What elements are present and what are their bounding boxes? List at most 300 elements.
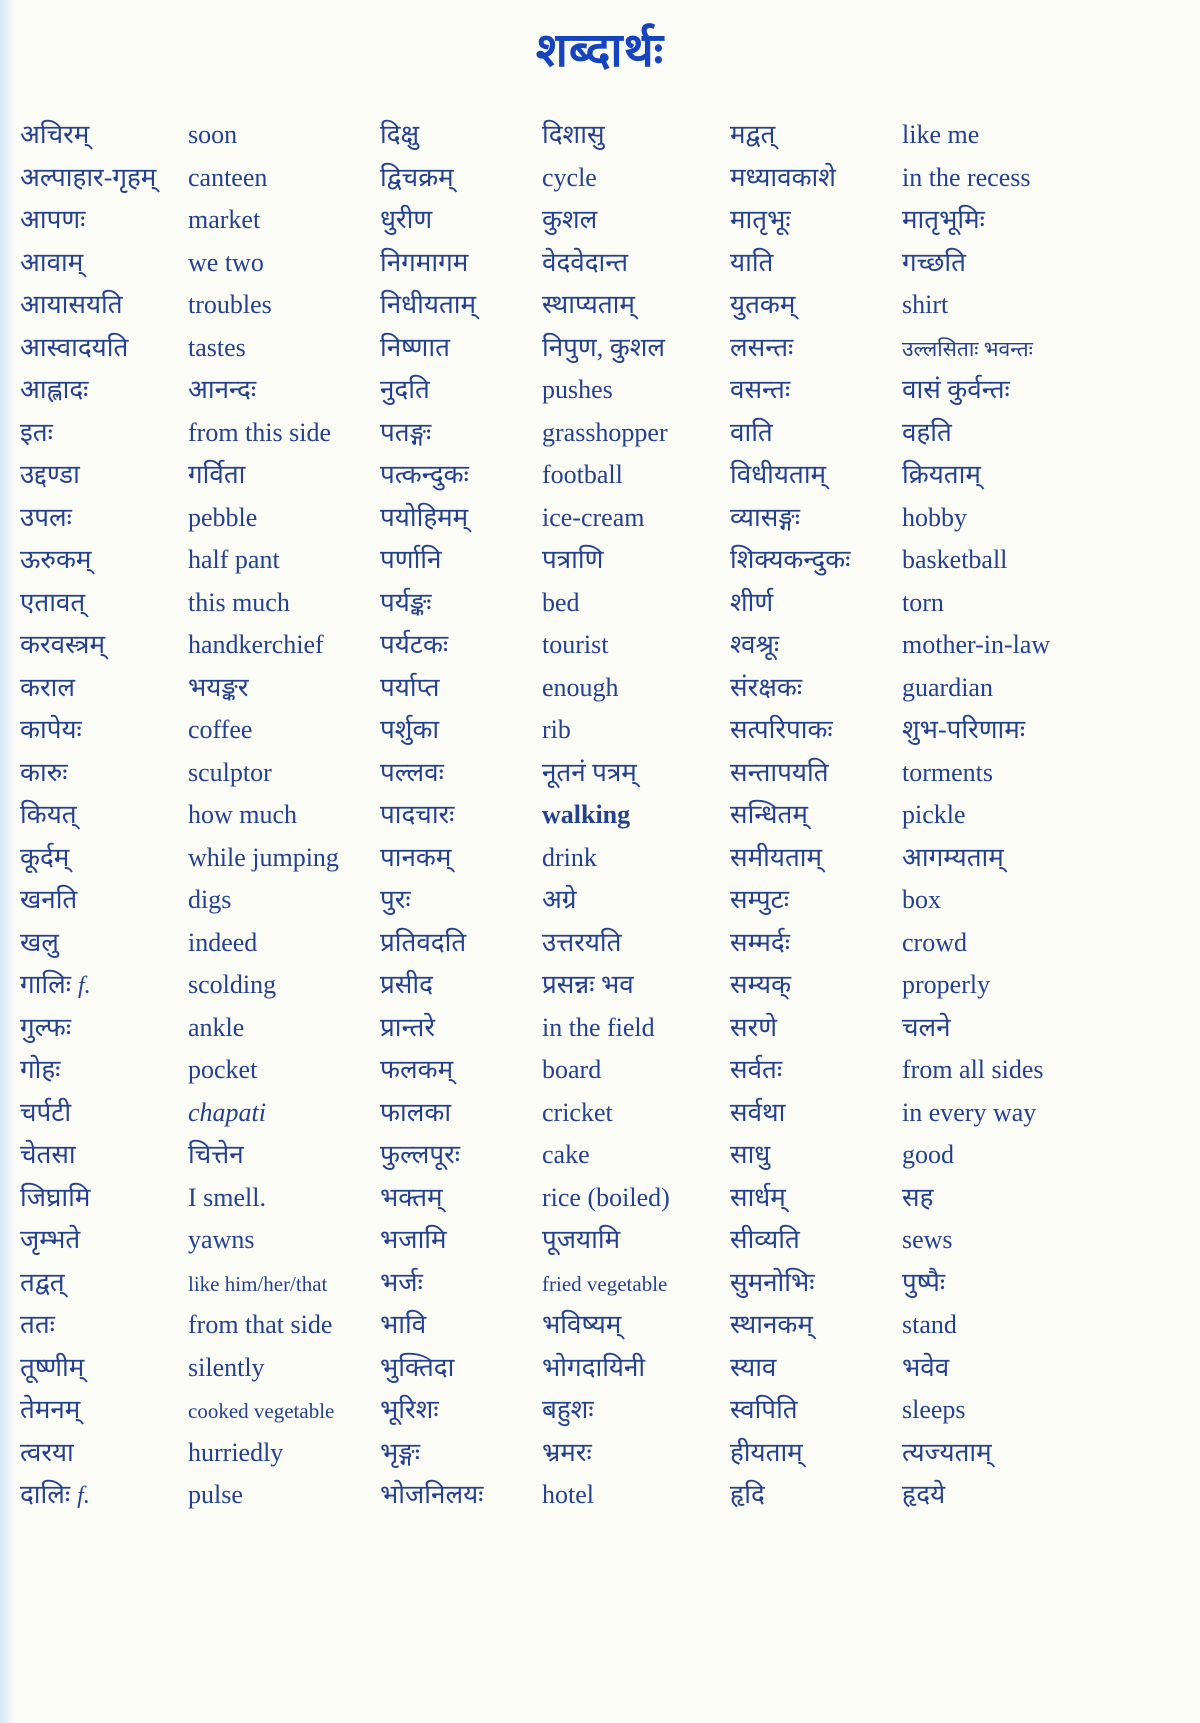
sanskrit-word	[730, 1092, 902, 1135]
vocab-row	[20, 1304, 380, 1347]
sanskrit-word-text: ऊरुकम्	[20, 545, 92, 574]
vocab-row	[730, 1007, 1190, 1050]
vocab-row	[730, 454, 1190, 497]
vocab-row	[730, 837, 1190, 880]
word-meaning: चित्तेन	[188, 1140, 244, 1169]
sanskrit-word-text: आवाम्	[20, 247, 84, 277]
sanskrit-word-text: सार्धम्	[730, 1182, 786, 1212]
sanskrit-word	[380, 284, 542, 327]
vocab-row	[380, 1049, 730, 1092]
sanskrit-word	[380, 837, 542, 880]
sanskrit-word	[380, 624, 542, 667]
word-meaning: drink	[542, 842, 597, 872]
word-meaning: उत्तरयति	[542, 927, 622, 957]
sanskrit-word-text: भुक्तिदा	[380, 1352, 455, 1382]
sanskrit-word-text: सर्वथा	[730, 1097, 786, 1127]
vocab-row	[20, 922, 380, 965]
word-meaning: from all sides	[902, 1055, 1044, 1084]
scan-edge-artifact	[0, 0, 16, 1723]
sanskrit-word	[730, 879, 902, 922]
sanskrit-word-text: एतावत्	[20, 587, 86, 617]
word-meaning: guardian	[902, 672, 993, 702]
sanskrit-word-text: दालिः	[20, 1480, 71, 1509]
vocab-row	[380, 837, 730, 880]
word-meaning: half pant	[188, 545, 280, 574]
word-meaning: from that side	[188, 1310, 333, 1339]
sanskrit-word	[20, 922, 188, 965]
sanskrit-word	[380, 1262, 542, 1305]
word-meaning: grasshopper	[542, 417, 668, 447]
word-meaning: soon	[188, 120, 238, 149]
sanskrit-word	[380, 1432, 542, 1475]
word-meaning: ice-cream	[542, 502, 645, 532]
sanskrit-word-text: पयोहिमम्	[380, 502, 469, 532]
sanskrit-word-text: त्वरया	[20, 1437, 74, 1467]
vocab-row	[380, 709, 730, 752]
word-meaning: आगम्यताम्	[902, 842, 1004, 872]
word-meaning: silently	[188, 1352, 265, 1382]
vocab-row	[20, 964, 380, 1007]
word-meaning: yawns	[188, 1225, 255, 1254]
sanskrit-word	[20, 794, 188, 837]
sanskrit-word-text: हीयताम्	[730, 1437, 803, 1467]
vocab-row	[380, 1432, 730, 1475]
word-meaning: भयङ्कर	[188, 672, 249, 702]
vocab-row	[730, 412, 1190, 455]
sanskrit-word	[380, 582, 542, 625]
vocab-row	[20, 667, 380, 710]
vocab-row	[20, 497, 380, 540]
word-meaning: दिशासु	[542, 120, 605, 149]
vocab-row	[20, 1389, 380, 1432]
sanskrit-word-text: याति	[730, 247, 774, 277]
sanskrit-word-text: फालका	[380, 1097, 452, 1127]
word-meaning: tastes	[188, 332, 246, 362]
sanskrit-word-text: श्वश्रूः	[730, 630, 780, 659]
word-meaning: canteen	[188, 162, 268, 192]
vocab-row	[20, 1007, 380, 1050]
word-meaning: अग्रे	[542, 885, 577, 914]
sanskrit-word	[730, 1262, 902, 1305]
vocab-row	[20, 1219, 380, 1262]
vocab-row	[380, 199, 730, 242]
word-meaning: troubles	[188, 290, 272, 319]
vocab-row	[20, 1177, 380, 1220]
word-meaning: सह	[902, 1182, 934, 1212]
sanskrit-word	[730, 1134, 902, 1177]
vocab-row	[730, 964, 1190, 1007]
word-meaning: चलने	[902, 1012, 951, 1042]
sanskrit-word	[20, 1474, 188, 1518]
word-meaning: sews	[902, 1225, 953, 1254]
vocab-row	[380, 242, 730, 285]
sanskrit-word-text: स्थानकम्	[730, 1310, 813, 1339]
sanskrit-word-text: पानकम्	[380, 842, 452, 872]
word-meaning: बहुशः	[542, 1395, 594, 1424]
sanskrit-word	[20, 1347, 188, 1390]
vocab-row	[20, 582, 380, 625]
sanskrit-word-text: भजामि	[380, 1225, 447, 1254]
word-meaning: भवेव	[902, 1352, 950, 1382]
sanskrit-word-text: लसन्तः	[730, 332, 794, 362]
sanskrit-word-text: उपलः	[20, 502, 72, 532]
word-meaning: शुभ-परिणामः	[902, 715, 1026, 744]
sanskrit-word-text: स्याव	[730, 1352, 777, 1382]
vocab-row	[380, 327, 730, 370]
sanskrit-word-text: तूष्णीम्	[20, 1352, 85, 1382]
sanskrit-word	[730, 157, 902, 200]
sanskrit-word-text: प्रान्तरे	[380, 1012, 435, 1042]
sanskrit-word	[380, 114, 542, 157]
vocab-row	[380, 922, 730, 965]
sanskrit-word-text: गालिः	[20, 970, 71, 999]
sanskrit-word	[730, 1474, 902, 1517]
word-meaning: pushes	[542, 375, 613, 404]
vocab-row	[380, 412, 730, 455]
vocab-row	[380, 1219, 730, 1262]
word-meaning: पत्राणि	[542, 545, 604, 574]
vocab-row	[380, 667, 730, 710]
sanskrit-word	[730, 964, 902, 1007]
sanskrit-word	[730, 837, 902, 880]
vocab-row	[380, 539, 730, 582]
word-meaning: नूतनं पत्रम्	[542, 757, 637, 787]
word-meaning: sleeps	[902, 1395, 966, 1424]
vocab-row	[20, 1049, 380, 1092]
sanskrit-word-text: खलु	[20, 927, 59, 957]
word-meaning: stand	[902, 1310, 957, 1339]
sanskrit-word-text: पादचारः	[380, 800, 455, 829]
vocab-row	[730, 1049, 1190, 1092]
sanskrit-word	[380, 922, 542, 965]
sanskrit-word	[20, 1092, 188, 1135]
word-meaning: उल्लसिताः भवन्तः	[902, 336, 1033, 361]
sanskrit-word-text: दिक्षु	[380, 120, 420, 149]
sanskrit-word	[730, 624, 902, 667]
sanskrit-word	[20, 582, 188, 625]
sanskrit-word-text: प्रतिवदति	[380, 927, 467, 957]
word-meaning: आनन्दः	[188, 375, 257, 404]
vocab-row	[730, 242, 1190, 285]
word-meaning: पुष्पैः	[902, 1267, 946, 1297]
vocab-row	[380, 497, 730, 540]
vocab-row	[20, 284, 380, 327]
sanskrit-word	[20, 412, 188, 455]
sanskrit-word-text: आह्लादः	[20, 375, 89, 404]
word-meaning: football	[542, 460, 623, 489]
sanskrit-word-text: भृङ्गः	[380, 1437, 420, 1467]
sanskrit-word	[380, 1474, 542, 1517]
vocab-row	[730, 624, 1190, 667]
vocab-row	[730, 1134, 1190, 1177]
word-meaning: वहति	[902, 417, 952, 447]
word-meaning: भोगदायिनी	[542, 1352, 646, 1382]
word-meaning: hotel	[542, 1480, 594, 1509]
sanskrit-word-text: करवस्त्रम्	[20, 630, 106, 659]
vocab-row	[20, 199, 380, 242]
sanskrit-word-text: तद्वत्	[20, 1267, 65, 1297]
word-meaning: mother-in-law	[902, 630, 1051, 659]
sanskrit-word-text: पर्यटकः	[380, 630, 449, 659]
sanskrit-word-text: भोजनिलयः	[380, 1480, 484, 1509]
word-meaning: rice (boiled)	[542, 1182, 670, 1212]
sanskrit-word	[380, 709, 542, 752]
word-meaning: handkerchief	[188, 630, 324, 659]
sanskrit-word	[380, 667, 542, 710]
vocab-row	[380, 1389, 730, 1432]
word-meaning: hobby	[902, 502, 967, 532]
vocab-row	[380, 454, 730, 497]
word-meaning: fried vegetable	[542, 1271, 668, 1296]
word-meaning: indeed	[188, 927, 258, 957]
vocab-row	[730, 1347, 1190, 1390]
sanskrit-word	[730, 1177, 902, 1220]
vocab-row	[20, 1474, 380, 1517]
sanskrit-word	[730, 454, 902, 497]
vocab-row	[20, 837, 380, 880]
sanskrit-word	[380, 1049, 542, 1092]
sanskrit-word-text: चर्पटी	[20, 1097, 72, 1127]
sanskrit-word	[380, 1007, 542, 1050]
word-meaning: in the recess	[902, 162, 1031, 192]
vocab-row	[20, 1092, 380, 1135]
vocab-row	[20, 114, 380, 157]
word-meaning: निपुण, कुशल	[542, 332, 666, 362]
vocab-row	[730, 667, 1190, 710]
vocab-row	[730, 1389, 1190, 1432]
vocab-row	[20, 709, 380, 752]
sanskrit-word-text: निष्णात	[380, 332, 450, 362]
sanskrit-word-text: पर्यङ्कः	[380, 587, 432, 617]
word-meaning: market	[188, 205, 261, 234]
sanskrit-word-text: निगमागम	[380, 247, 469, 277]
sanskrit-word-text: धुरीण	[380, 205, 433, 234]
sanskrit-word-text: सुमनोभिः	[730, 1267, 815, 1297]
sanskrit-word	[20, 1007, 188, 1050]
sanskrit-word	[380, 794, 542, 837]
sanskrit-word-text: ततः	[20, 1310, 55, 1339]
sanskrit-word-text: प्रसीद	[380, 970, 433, 999]
sanskrit-word-text: हृदि	[730, 1480, 765, 1509]
vocab-row	[730, 922, 1190, 965]
sanskrit-word	[730, 709, 902, 752]
word-meaning: वासं कुर्वन्तः	[902, 375, 1010, 404]
word-meaning: in every way	[902, 1097, 1037, 1127]
word-meaning: pocket	[188, 1055, 258, 1084]
sanskrit-word-text: समीयताम्	[730, 842, 823, 872]
sanskrit-word	[730, 582, 902, 625]
sanskrit-word-text: पर्णानि	[380, 545, 442, 574]
vocab-row	[380, 752, 730, 795]
sanskrit-word	[20, 837, 188, 880]
vocab-row	[730, 1304, 1190, 1347]
sanskrit-word-text: द्विचक्रम्	[380, 162, 454, 192]
vocab-row	[730, 539, 1190, 582]
vocab-row	[730, 1474, 1190, 1517]
gender-marker: f.	[78, 973, 91, 999]
word-meaning: मातृभूमिः	[902, 205, 985, 234]
sanskrit-word	[380, 369, 542, 412]
sanskrit-word	[380, 412, 542, 455]
vocab-row	[380, 1007, 730, 1050]
sanskrit-word-text: सर्वतः	[730, 1055, 783, 1084]
word-meaning: chapati	[188, 1097, 266, 1127]
vocab-row	[20, 327, 380, 370]
word-meaning: स्थाप्यताम्	[542, 290, 635, 319]
sanskrit-word-text: मध्यावकाशे	[730, 162, 836, 192]
sanskrit-word-text: पुरः	[380, 885, 411, 914]
sanskrit-word	[730, 1049, 902, 1092]
sanskrit-word	[20, 1177, 188, 1220]
vocab-row	[20, 412, 380, 455]
sanskrit-word-text: साधु	[730, 1140, 771, 1169]
sanskrit-word	[20, 667, 188, 710]
sanskrit-word	[730, 412, 902, 455]
vocab-row	[380, 157, 730, 200]
sanskrit-word	[380, 752, 542, 795]
sanskrit-word-text: सम्पुटः	[730, 885, 789, 914]
vocab-row	[380, 284, 730, 327]
sanskrit-word	[730, 369, 902, 412]
sanskrit-word	[730, 199, 902, 242]
sanskrit-word-text: अचिरम्	[20, 120, 90, 149]
word-meaning: in the field	[542, 1012, 655, 1042]
vocab-row	[380, 1347, 730, 1390]
sanskrit-word-text: मातृभूः	[730, 205, 791, 234]
word-meaning: गच्छति	[902, 247, 966, 277]
sanskrit-word-text: आपणः	[20, 205, 86, 234]
sanskrit-word-text: सन्तापयति	[730, 757, 829, 787]
word-meaning: पूजयामि	[542, 1225, 621, 1254]
sanskrit-word	[380, 327, 542, 370]
vocab-row	[380, 794, 730, 837]
vocab-row	[380, 1474, 730, 1517]
sanskrit-word-text: सन्धितम्	[730, 800, 808, 829]
word-meaning: we two	[188, 247, 264, 277]
vocab-column-pair-b	[380, 114, 730, 1517]
sanskrit-word-text: शिक्यकन्दुकः	[730, 545, 851, 574]
sanskrit-word-text: सम्मर्दः	[730, 927, 790, 957]
sanskrit-word	[20, 327, 188, 370]
word-meaning: hurriedly	[188, 1437, 284, 1467]
vocab-row	[730, 1219, 1190, 1262]
page-title: शब्दार्थः	[535, 25, 665, 77]
sanskrit-word-text: भावि	[380, 1310, 427, 1339]
vocab-row	[730, 752, 1190, 795]
word-meaning: pulse	[188, 1480, 243, 1509]
vocab-row	[730, 284, 1190, 327]
sanskrit-word	[380, 157, 542, 200]
sanskrit-word	[730, 1007, 902, 1050]
vocab-row	[20, 1262, 380, 1305]
sanskrit-word-text: उद्दण्डा	[20, 460, 80, 489]
vocab-row	[380, 879, 730, 922]
sanskrit-word	[380, 242, 542, 285]
word-meaning: crowd	[902, 927, 967, 957]
word-meaning: properly	[902, 970, 991, 999]
sanskrit-word-text: कारुः	[20, 757, 68, 787]
sanskrit-word	[20, 284, 188, 327]
word-meaning: pebble	[188, 502, 258, 532]
sanskrit-word-text: जिघ्रामि	[20, 1182, 91, 1212]
vocab-row	[380, 114, 730, 157]
sanskrit-word	[730, 922, 902, 965]
word-meaning: basketball	[902, 545, 1008, 574]
sanskrit-word	[20, 369, 188, 412]
sanskrit-word	[380, 879, 542, 922]
sanskrit-word	[20, 539, 188, 582]
vocab-row	[380, 624, 730, 667]
word-meaning: shirt	[902, 290, 949, 319]
word-meaning: cycle	[542, 162, 597, 192]
vocab-row	[20, 752, 380, 795]
vocab-row	[380, 964, 730, 1007]
sanskrit-word-text: आस्वादयति	[20, 332, 129, 362]
word-meaning: coffee	[188, 715, 253, 744]
sanskrit-word-text: पर्याप्त	[380, 672, 440, 702]
sanskrit-word	[20, 114, 188, 157]
vocab-row	[380, 369, 730, 412]
vocab-row	[20, 794, 380, 837]
vocab-row	[730, 1262, 1190, 1305]
word-meaning: enough	[542, 672, 619, 702]
word-meaning: how much	[188, 800, 298, 829]
sanskrit-word	[380, 1219, 542, 1262]
sanskrit-word-text: गुल्फः	[20, 1012, 72, 1042]
word-meaning: digs	[188, 885, 232, 914]
vocab-row	[380, 1304, 730, 1347]
word-meaning: cooked vegetable	[188, 1399, 335, 1423]
sanskrit-word	[730, 242, 902, 285]
word-meaning: this much	[188, 587, 290, 617]
vocab-row	[730, 1092, 1190, 1135]
sanskrit-word	[380, 454, 542, 497]
sanskrit-word-text: भूरिशः	[380, 1395, 439, 1424]
word-meaning: bed	[542, 587, 580, 617]
vocab-row	[380, 1177, 730, 1220]
sanskrit-word	[20, 242, 188, 285]
sanskrit-word	[20, 1262, 188, 1305]
sanskrit-word	[20, 879, 188, 922]
sanskrit-word	[20, 1389, 188, 1432]
sanskrit-word-text: कराल	[20, 672, 75, 702]
vocab-grid	[0, 80, 1200, 1517]
vocab-row	[380, 1092, 730, 1135]
vocab-column-pair-c	[730, 114, 1190, 1517]
vocab-row	[20, 1134, 380, 1177]
sanskrit-word	[730, 114, 902, 157]
sanskrit-word-text: स्वपिति	[730, 1395, 798, 1424]
word-meaning: हृदये	[902, 1480, 946, 1509]
vocab-row	[20, 157, 380, 200]
sanskrit-word-text: युतकम्	[730, 290, 796, 319]
sanskrit-word-text: भक्तम्	[380, 1182, 443, 1212]
sanskrit-word	[730, 1389, 902, 1432]
word-meaning: like him/her/that	[188, 1271, 328, 1296]
sanskrit-word	[380, 1304, 542, 1347]
vocab-row	[20, 454, 380, 497]
vocab-row	[20, 1347, 380, 1390]
sanskrit-word-text: फलकम्	[380, 1055, 454, 1084]
vocab-row	[20, 624, 380, 667]
vocab-row	[730, 582, 1190, 625]
sanskrit-word-text: कापेयः	[20, 715, 82, 744]
sanskrit-word-text: तेमनम्	[20, 1395, 81, 1424]
sanskrit-word	[730, 794, 902, 837]
word-meaning: pickle	[902, 800, 966, 829]
word-meaning: भ्रमरः	[542, 1437, 592, 1467]
word-meaning: प्रसन्नः भव	[542, 970, 634, 999]
